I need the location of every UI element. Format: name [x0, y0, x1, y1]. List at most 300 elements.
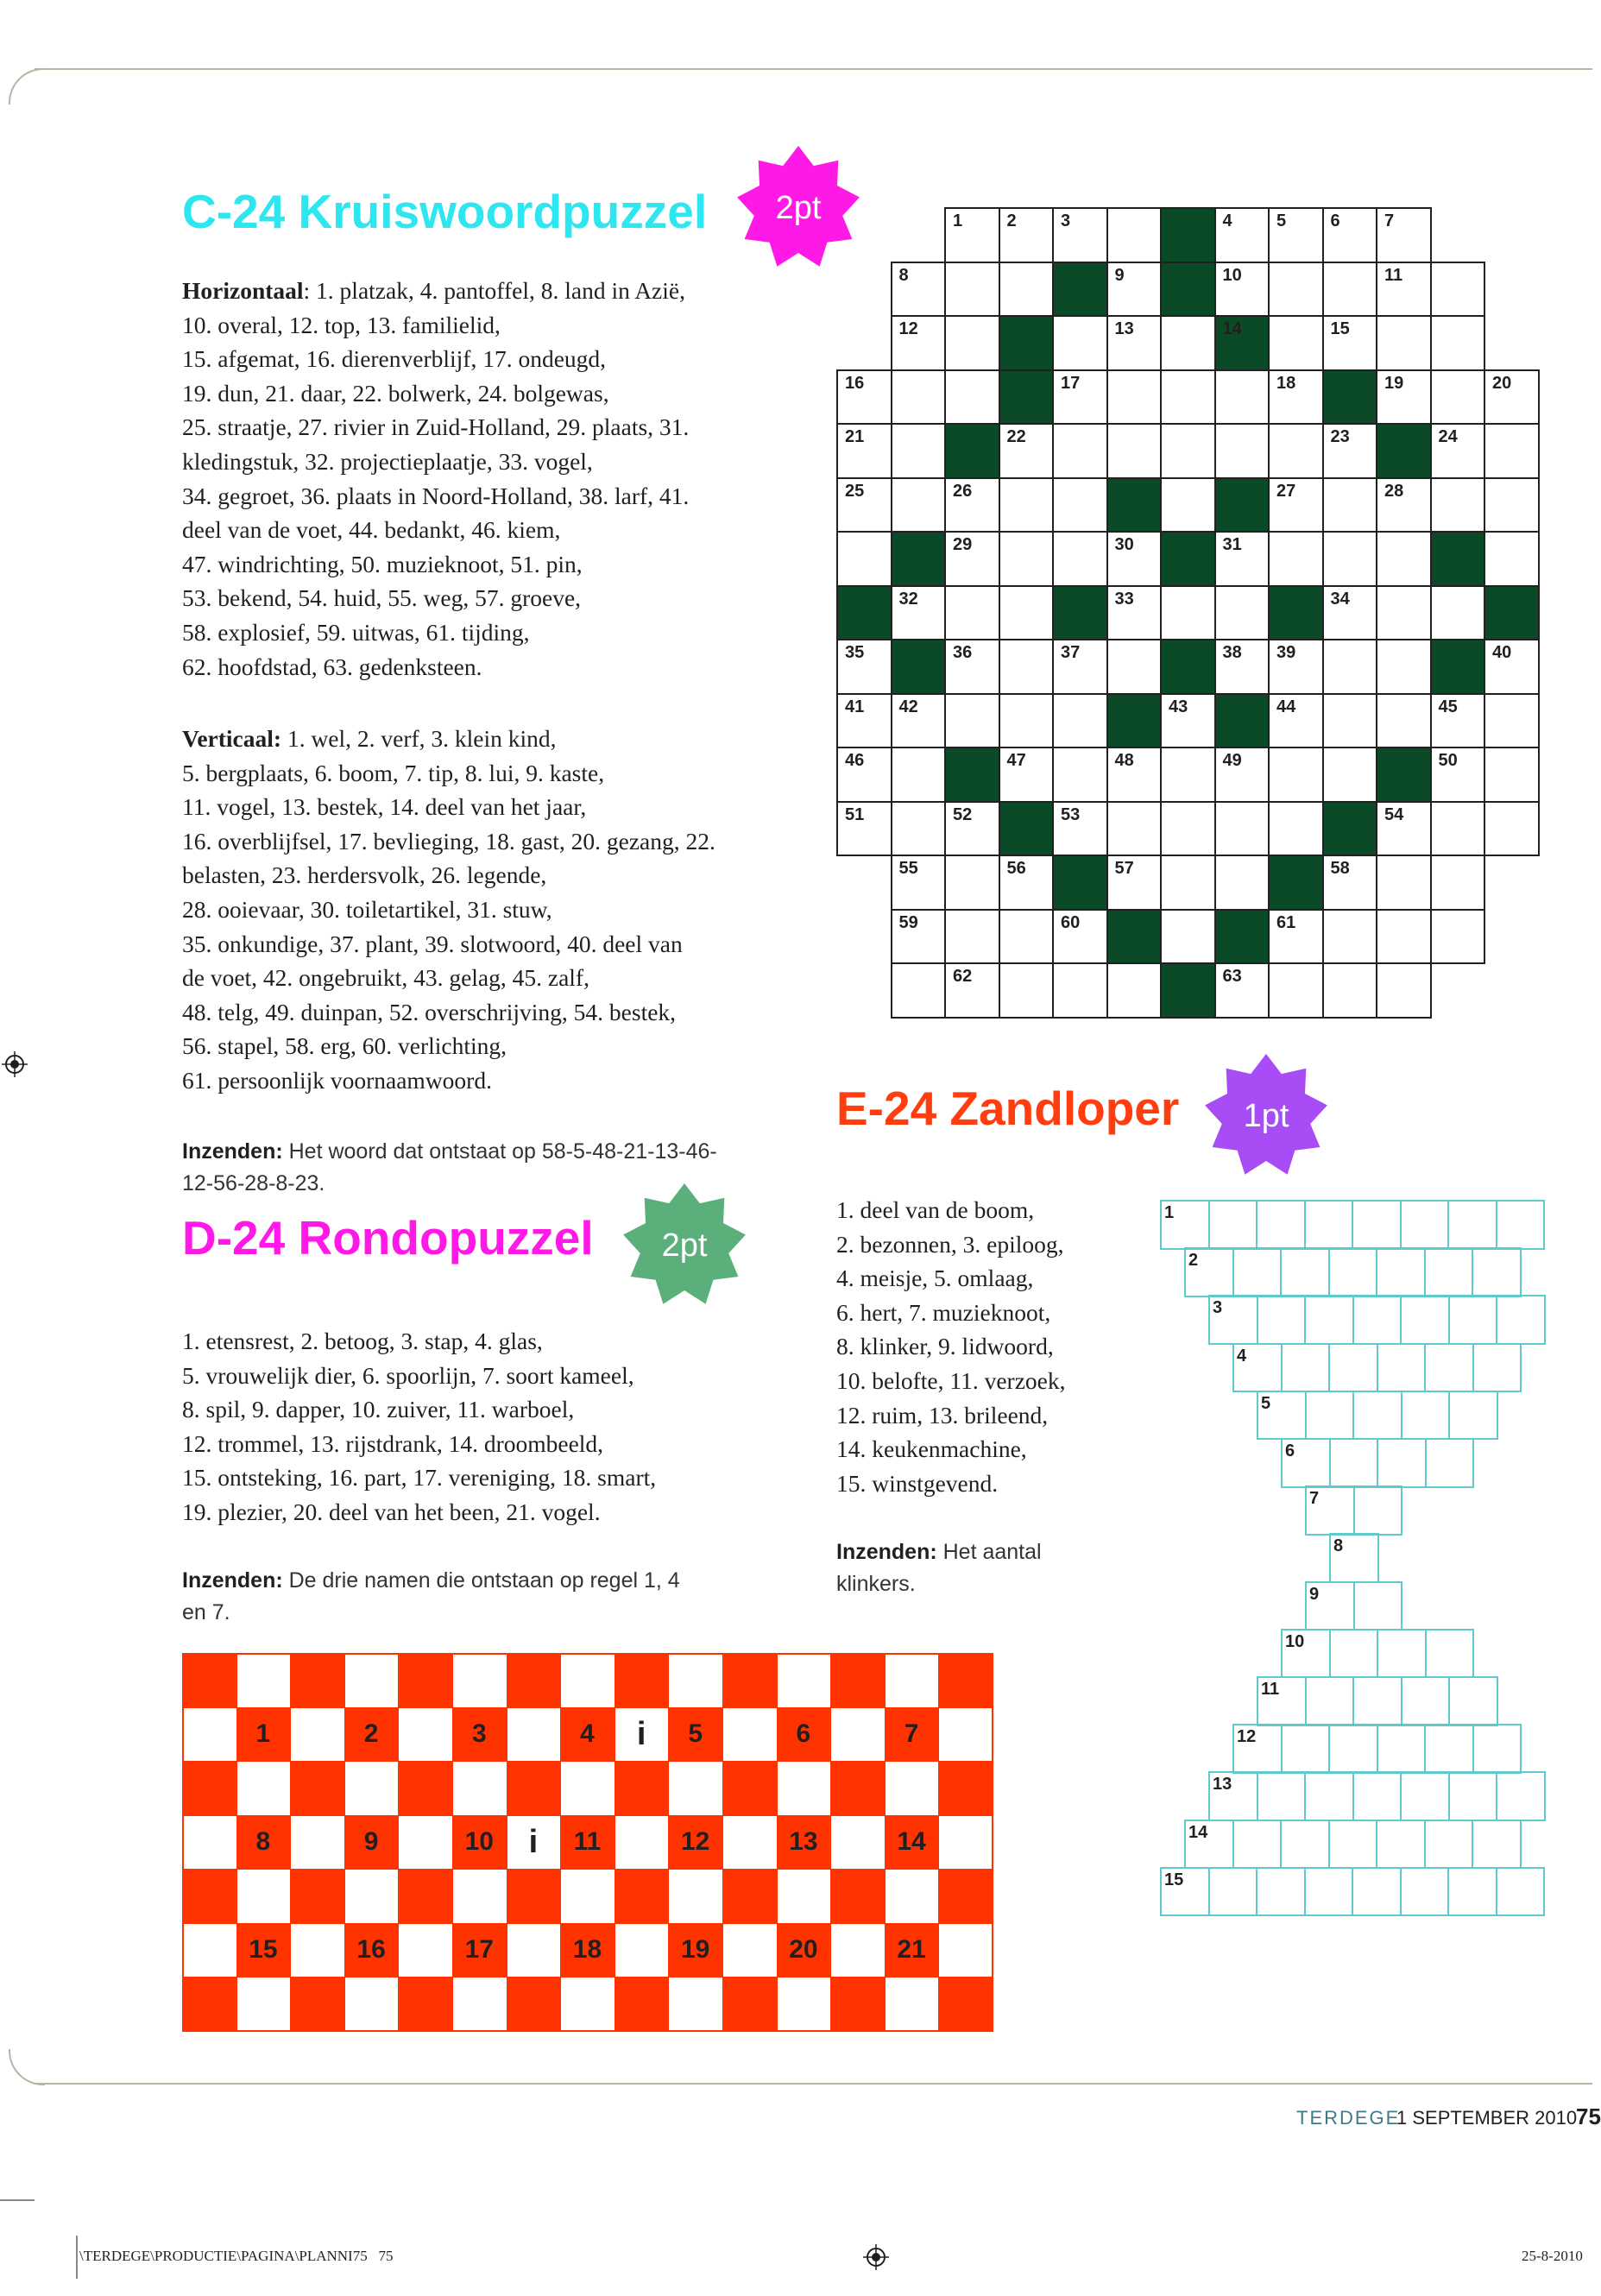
zandloper-cell[interactable]: [1352, 1391, 1402, 1441]
crossword-cell[interactable]: [1214, 369, 1270, 426]
zandloper-cell[interactable]: [1232, 1820, 1283, 1870]
crossword-cell[interactable]: [1052, 962, 1108, 1019]
crossword-cell[interactable]: [1268, 801, 1324, 857]
zandloper-cell[interactable]: [1401, 1676, 1451, 1726]
zandloper-cell[interactable]: [1329, 1438, 1379, 1488]
crossword-cell[interactable]: [1106, 639, 1163, 695]
crossword-cell[interactable]: [944, 531, 1000, 587]
crossword-cell[interactable]: [1268, 639, 1324, 695]
crossword-cell[interactable]: [1430, 369, 1486, 426]
crossword-cell-number: 25: [845, 481, 865, 501]
crossword-cell[interactable]: [999, 693, 1055, 749]
zandloper-cell[interactable]: [1472, 1343, 1522, 1393]
crossword-cell[interactable]: [999, 262, 1055, 318]
zandloper-cell[interactable]: [1400, 1771, 1450, 1821]
crossword-cell-number: 44: [1276, 697, 1296, 716]
crossword-cell[interactable]: [891, 262, 947, 318]
crossword-cell-number: 62: [953, 967, 973, 986]
crossword-cell[interactable]: [836, 693, 892, 749]
crossword-cell[interactable]: [1268, 962, 1324, 1019]
zandloper-title: E-24 Zandloper: [836, 1082, 1180, 1135]
zandloper-cell[interactable]: [1280, 1820, 1330, 1870]
crossword-block: [1052, 855, 1108, 911]
crossword-cell[interactable]: [1052, 369, 1108, 426]
crossword-cell[interactable]: [1322, 477, 1378, 533]
crossword-cell[interactable]: [891, 801, 947, 857]
crossword-cell[interactable]: [1484, 369, 1540, 426]
crossword-cell[interactable]: [1214, 639, 1270, 695]
crossword-cell[interactable]: [1322, 693, 1378, 749]
crossword-cell[interactable]: [1106, 585, 1163, 641]
zandloper-cell[interactable]: [1328, 1820, 1378, 1870]
crossword-cell-number: 39: [1276, 643, 1296, 662]
crossword-cell[interactable]: [836, 639, 892, 695]
crossword-cell[interactable]: [1430, 909, 1486, 965]
crossword-cell[interactable]: [1430, 855, 1486, 911]
crossword-block: [999, 315, 1055, 371]
crossword-cell[interactable]: [944, 207, 1000, 263]
crossword-cell[interactable]: [1106, 369, 1163, 426]
crossword-cell[interactable]: [1052, 639, 1108, 695]
rondo-number: 5: [688, 1719, 703, 1748]
zandloper-cell[interactable]: [1425, 1629, 1475, 1679]
crossword-cell[interactable]: [1430, 262, 1486, 318]
crossword-cell[interactable]: [1160, 801, 1216, 857]
zandloper-cell[interactable]: [1400, 1867, 1450, 1917]
crossword-cell-number: 46: [845, 751, 865, 770]
crossword-cell[interactable]: [1484, 747, 1540, 803]
crossword-cell[interactable]: [1160, 909, 1216, 965]
crossword-cell[interactable]: [1160, 423, 1216, 479]
crossword-cell[interactable]: [891, 585, 947, 641]
crossword-cell[interactable]: [836, 747, 892, 803]
crossword-cell[interactable]: [1322, 909, 1378, 965]
crossword-cell[interactable]: [1106, 801, 1163, 857]
zandloper-row-number: 2: [1188, 1251, 1199, 1271]
zandloper-cell[interactable]: [1496, 1771, 1546, 1821]
crossword-cell-number: 54: [1384, 804, 1404, 824]
crossword-cell[interactable]: [1160, 585, 1216, 641]
crossword-cell[interactable]: [1214, 585, 1270, 641]
zandloper-cell[interactable]: [1352, 1200, 1402, 1250]
crossword-cell[interactable]: [1214, 801, 1270, 857]
crossword-cell[interactable]: [944, 369, 1000, 426]
zandloper-cell[interactable]: [1281, 1724, 1331, 1774]
crossword-cell[interactable]: [1322, 423, 1378, 479]
crossword-cell[interactable]: [1268, 693, 1324, 749]
crossword-cell[interactable]: [1376, 639, 1432, 695]
crossword-cell[interactable]: [944, 315, 1000, 371]
crossword-cell[interactable]: [999, 909, 1055, 965]
zandloper-row-number: 12: [1237, 1727, 1257, 1747]
crossword-cell[interactable]: [1106, 747, 1163, 803]
zandloper-row-number: 7: [1309, 1489, 1320, 1509]
zandloper-cell[interactable]: [1353, 1581, 1403, 1631]
crossword-cell[interactable]: [1052, 693, 1108, 749]
crossword-block: [1430, 531, 1486, 587]
crossword-cell-number: 23: [1330, 427, 1350, 446]
crossword-cell[interactable]: [1376, 369, 1432, 426]
crossword-cell[interactable]: [1376, 962, 1432, 1019]
crossword-cell[interactable]: [999, 962, 1055, 1019]
crossword-cell[interactable]: [891, 315, 947, 371]
crossword-cell[interactable]: [1052, 531, 1108, 587]
crossword-cell-number: 28: [1384, 481, 1404, 501]
crossword-cell[interactable]: [944, 585, 1000, 641]
crossword-cell-number: 53: [1061, 804, 1081, 824]
zandloper-cell[interactable]: [1472, 1820, 1522, 1870]
crossword-cell[interactable]: [1160, 315, 1216, 371]
crossword-cell[interactable]: [1430, 585, 1486, 641]
crossword-cell[interactable]: [836, 423, 892, 479]
crossword-cell[interactable]: [1376, 801, 1432, 857]
crossword-cell[interactable]: [836, 801, 892, 857]
crossword-cell[interactable]: [1322, 855, 1378, 911]
crossword-cell[interactable]: [944, 262, 1000, 318]
crossword-cell-number: 33: [1114, 589, 1134, 609]
rondo-grid: [182, 1653, 993, 2033]
zandloper-cell[interactable]: [1305, 1676, 1355, 1726]
zandloper-cell[interactable]: [1377, 1343, 1427, 1393]
zandloper-cell[interactable]: [1352, 1867, 1402, 1917]
zandloper-cell[interactable]: [1496, 1867, 1546, 1917]
crossword-cell[interactable]: [999, 423, 1055, 479]
crossword-cell[interactable]: [1484, 801, 1540, 857]
rondo-number: 8: [255, 1826, 271, 1856]
crossword-cell-number: 27: [1276, 481, 1296, 501]
crossword-block: [1268, 585, 1324, 641]
zandloper-cell[interactable]: [1400, 1295, 1450, 1345]
crossword-cell[interactable]: [836, 477, 892, 533]
crossword-cell[interactable]: [1484, 477, 1540, 533]
crossword-cell[interactable]: [1430, 693, 1486, 749]
crossword-cell-number: 41: [845, 697, 865, 716]
crossword-cell-number: 58: [1330, 859, 1350, 878]
rondo-clues: 1. etensrest, 2. betoog, 3. stap, 4. glas, 5. vrouwelijk dier, 6. spoorlijn, 7. soort kameel, 8. spil, 9. dapper, 10. zuiver, 11. warboel, 12. trommel, 13. rijstdrank, 14. droombeeld, 15. ontsteking, 16. part, 17. vereniging, 18. smart, 19. plezier, 20. deel van het been, 21. vogel.: [182, 1328, 657, 1525]
crossword-cell[interactable]: [1376, 207, 1432, 263]
zandloper-cell[interactable]: [1256, 1200, 1306, 1250]
zandloper-cell[interactable]: [1352, 1676, 1402, 1726]
zandloper-row-number: 8: [1333, 1536, 1344, 1556]
crossword-cell[interactable]: [1376, 315, 1432, 371]
crossword-points: 2pt: [775, 189, 822, 226]
crossword-cell-number: 9: [1114, 265, 1125, 285]
rondo-number: 2: [363, 1719, 379, 1748]
crossword-cell-number: 59: [898, 912, 918, 932]
crossword-cell-number: 24: [1438, 427, 1458, 446]
crossword-cell[interactable]: [1376, 585, 1432, 641]
zandloper-row-number: 11: [1261, 1680, 1280, 1699]
zandloper-cell[interactable]: [1447, 1200, 1497, 1250]
crossword-cell-number: 42: [898, 697, 918, 716]
crossword-cell[interactable]: [1268, 315, 1324, 371]
crossword-block: [1160, 639, 1216, 695]
crossword-cell[interactable]: [944, 801, 1000, 857]
crossword-cell[interactable]: [944, 909, 1000, 965]
rondo-points: 2pt: [661, 1227, 708, 1264]
crossword-block: [999, 801, 1055, 857]
crossword-cell[interactable]: [1430, 477, 1486, 533]
crossword-cell[interactable]: [1106, 262, 1163, 318]
rondo-number: 3: [471, 1719, 487, 1748]
crossword-cell[interactable]: [1322, 585, 1378, 641]
crossword-cell[interactable]: [1430, 801, 1486, 857]
zandloper-cell[interactable]: [1329, 1629, 1379, 1679]
crossword-cell[interactable]: [1376, 477, 1432, 533]
crossword-cell-number: 16: [845, 373, 865, 393]
zandloper-cell[interactable]: [1304, 1867, 1354, 1917]
zandloper-cell[interactable]: [1401, 1391, 1451, 1441]
crossword-cell[interactable]: [1376, 909, 1432, 965]
crossword-cell-number: 10: [1222, 265, 1242, 285]
crossword-cell-number: 8: [898, 265, 909, 285]
crossword-cell[interactable]: [1106, 423, 1163, 479]
crossword-cell[interactable]: [1322, 262, 1378, 318]
crossword-grid: [836, 207, 1538, 1019]
crossword-cell[interactable]: [1430, 423, 1486, 479]
crossword-cell[interactable]: [1214, 423, 1270, 479]
crossword-cell[interactable]: [1160, 369, 1216, 426]
zandloper-cell[interactable]: [1424, 1724, 1474, 1774]
crossword-cell[interactable]: [1268, 369, 1324, 426]
crossword-cell-number: 40: [1492, 643, 1512, 662]
crossword-cell[interactable]: [999, 531, 1055, 587]
rondo-number: 4: [580, 1719, 595, 1748]
zandloper-row-number: 5: [1261, 1393, 1271, 1413]
crossword-cell[interactable]: [891, 747, 947, 803]
zandloper-row-number: 14: [1188, 1822, 1208, 1842]
crossword-block: [1160, 531, 1216, 587]
zandloper-cell[interactable]: [1281, 1343, 1331, 1393]
zandloper-cell[interactable]: [1472, 1247, 1522, 1297]
bottom-rule: [35, 2083, 1592, 2085]
crossword-cell[interactable]: [999, 639, 1055, 695]
zandloper-cell[interactable]: [1448, 1771, 1498, 1821]
zandloper-cell[interactable]: [1208, 1867, 1258, 1917]
corner-curve-bottom: [9, 2049, 45, 2085]
zandloper-cell[interactable]: [1424, 1820, 1474, 1870]
crossword-cell[interactable]: [1160, 693, 1216, 749]
crossword-cell[interactable]: [891, 962, 947, 1019]
crossword-cell[interactable]: [1214, 962, 1270, 1019]
zandloper-cell[interactable]: [1304, 1200, 1354, 1250]
crossword-cell[interactable]: [1376, 855, 1432, 911]
crossword-cell-number: 12: [898, 319, 918, 338]
crossword-block: [1214, 315, 1270, 371]
crossword-cell-number: 63: [1222, 967, 1242, 986]
crossword-cell[interactable]: [1484, 693, 1540, 749]
zandloper-cell[interactable]: [1304, 1295, 1354, 1345]
zandloper-cell[interactable]: [1352, 1771, 1402, 1821]
crossword-cell[interactable]: [999, 207, 1055, 263]
zandloper-row-number: 9: [1309, 1584, 1320, 1604]
zandloper-cell[interactable]: [1447, 1867, 1497, 1917]
crossword-cell[interactable]: [999, 585, 1055, 641]
crossword-cell[interactable]: [1430, 315, 1486, 371]
crossword-cell-number: 51: [845, 804, 865, 824]
crossword-cell-number: 47: [1006, 751, 1026, 770]
crossword-cell[interactable]: [1214, 855, 1270, 911]
zandloper-cell[interactable]: [1305, 1391, 1355, 1441]
crossword-cell[interactable]: [1322, 747, 1378, 803]
crossword-cell[interactable]: [1484, 423, 1540, 479]
footer-date: 1 SEPTEMBER 2010: [1396, 2107, 1578, 2129]
crossword-cell[interactable]: [1052, 801, 1108, 857]
crossword-block: [944, 423, 1000, 479]
crossword-cell[interactable]: [944, 477, 1000, 533]
crossword-cell[interactable]: [999, 747, 1055, 803]
zandloper-cell[interactable]: [1472, 1724, 1522, 1774]
registration-mark-icon: [863, 2244, 889, 2270]
crossword-cell[interactable]: [1430, 747, 1486, 803]
crossword-block: [891, 531, 947, 587]
crossword-cell[interactable]: [1052, 747, 1108, 803]
crossword-cell[interactable]: [891, 477, 947, 533]
crossword-cell[interactable]: [1268, 477, 1324, 533]
crossword-cell[interactable]: [836, 531, 892, 587]
crossword-cell-number: 5: [1276, 211, 1287, 230]
crossword-cell[interactable]: [1214, 747, 1270, 803]
zandloper-cell[interactable]: [1232, 1247, 1283, 1297]
crossword-cell[interactable]: [1484, 531, 1540, 587]
zandloper-cell[interactable]: [1376, 1247, 1426, 1297]
crossword-cell[interactable]: [1052, 909, 1108, 965]
crossword-cell[interactable]: [1268, 262, 1324, 318]
crossword-cell[interactable]: [1106, 531, 1163, 587]
crossword-cell[interactable]: [1484, 639, 1540, 695]
crossword-cell[interactable]: [944, 855, 1000, 911]
zandloper-cell[interactable]: [1257, 1295, 1307, 1345]
crossword-cell[interactable]: [1106, 855, 1163, 911]
zandloper-cell[interactable]: [1328, 1343, 1378, 1393]
crossword-vertical-clues: Verticaal: 1. wel, 2. verf, 3. klein kind, 5. bergplaats, 6. boom, 7. tip, 8. lui, 9. kaste, 11. vogel, 13. bestek, 14. deel van het jaar, 16. overblijfsel, 17. bevlieging, 18. gast, 20. gezang, 22. belasten, 23. herdersvolk, 26. legende, 28. ooievaar, 30. toiletartikel, 31. stuw, 35. onkundige, 37. plant, 39. slotwoord, 40. deel van de voet, 42. ongebruikt, 43. gelag, 45. zalf, 48. telg, 49. duinpan, 52. overschrijving, 54. bestek, 56. stapel, 58. erg, 60. verlichting, 61. persoonlijk voornaamwoord.: [182, 725, 715, 1094]
zandloper-row-number: 1: [1164, 1203, 1175, 1222]
zandloper-cell[interactable]: [1328, 1724, 1378, 1774]
zandloper-cell[interactable]: [1496, 1295, 1546, 1345]
zandloper-cell[interactable]: [1353, 1485, 1403, 1536]
crossword-block: [836, 585, 892, 641]
zandloper-cell[interactable]: [1256, 1867, 1306, 1917]
crossword-cell[interactable]: [891, 693, 947, 749]
zandloper-cell[interactable]: [1376, 1820, 1426, 1870]
crossword-cell-number: 20: [1492, 373, 1512, 393]
crossword-cell[interactable]: [1106, 315, 1163, 371]
zandloper-cell[interactable]: [1352, 1295, 1402, 1345]
crossword-block: [944, 747, 1000, 803]
crossword-cell[interactable]: [1160, 747, 1216, 803]
crossword-cell[interactable]: [1214, 262, 1270, 318]
crossword-cell[interactable]: [1322, 639, 1378, 695]
rondo-number: 13: [789, 1826, 818, 1856]
zandloper-cell[interactable]: [1496, 1200, 1546, 1250]
crossword-cell[interactable]: [999, 477, 1055, 533]
zandloper-cell[interactable]: [1424, 1343, 1474, 1393]
crossword-cell[interactable]: [1376, 693, 1432, 749]
zandloper-cell[interactable]: [1328, 1247, 1378, 1297]
crossword-cell[interactable]: [1376, 262, 1432, 318]
crossword-cell[interactable]: [944, 639, 1000, 695]
zandloper-cell[interactable]: [1280, 1247, 1330, 1297]
rondo-number: 14: [897, 1826, 926, 1856]
zandloper-cell[interactable]: [1377, 1724, 1427, 1774]
crossword-cell[interactable]: [891, 369, 947, 426]
crossword-cell-number: 15: [1330, 319, 1350, 338]
rondo-number: 12: [681, 1826, 710, 1856]
crossword-cell-number: 17: [1061, 373, 1081, 393]
crossword-cell[interactable]: [944, 962, 1000, 1019]
zandloper-grid: [1148, 1200, 1554, 1925]
crossword-cell[interactable]: [1052, 207, 1108, 263]
rondo-number: 10: [464, 1826, 494, 1856]
crossword-cell[interactable]: [1376, 531, 1432, 587]
crossword-cell-number: 56: [1006, 859, 1026, 878]
zandloper-cell[interactable]: [1377, 1629, 1427, 1679]
crossword-cell[interactable]: [1268, 423, 1324, 479]
crossword-cell[interactable]: [1268, 909, 1324, 965]
crossword-cell[interactable]: [1268, 747, 1324, 803]
crossword-cell[interactable]: [1160, 477, 1216, 533]
crossword-cell[interactable]: [836, 369, 892, 426]
crossword-cell[interactable]: [891, 423, 947, 479]
crossword-cell-number: 30: [1114, 535, 1134, 554]
crossword-cell[interactable]: [1106, 207, 1163, 263]
crossword-cell[interactable]: [1268, 531, 1324, 587]
crossword-cell[interactable]: [891, 909, 947, 965]
rondo-number: 1: [255, 1719, 271, 1748]
crossword-cell[interactable]: [1106, 962, 1163, 1019]
zandloper-cell[interactable]: [1448, 1391, 1498, 1441]
crossword-block: [999, 369, 1055, 426]
rondo-number: 20: [789, 1934, 818, 1964]
crossword-block: [1214, 477, 1270, 533]
zandloper-cell[interactable]: [1304, 1771, 1354, 1821]
crossword-cell[interactable]: [1052, 315, 1108, 371]
crossword-cell[interactable]: [1052, 423, 1108, 479]
rondo-number: 18: [572, 1934, 602, 1964]
crossword-cell[interactable]: [891, 855, 947, 911]
crossword-cell[interactable]: [1268, 207, 1324, 263]
rondo-number: 7: [904, 1719, 919, 1748]
crossword-cell[interactable]: [1322, 962, 1378, 1019]
crossword-cell[interactable]: [999, 855, 1055, 911]
zandloper-cell[interactable]: [1425, 1438, 1475, 1488]
zandloper-cell[interactable]: [1424, 1247, 1474, 1297]
zandloper-cell[interactable]: [1448, 1295, 1498, 1345]
zandloper-row-number: 6: [1285, 1441, 1295, 1460]
zandloper-cell[interactable]: [1257, 1771, 1307, 1821]
crossword-cell[interactable]: [1160, 855, 1216, 911]
crossword-horizontal-clues: Horizontaal: 1. platzak, 4. pantoffel, 8. land in Azië, 10. overal, 12. top, 13. familielid, 15. afgemat, 16. dierenverblijf, 17. ondeugd, 19. dun, 21. daar, 22. bolwerk, 24. bolgewas, 25. straatje, 27. rivier in Zuid-Holland, 29. plaats, 31. kledingstuk, 32. projectieplaatje, 33. vogel, 34. gegroet, 36. plaats in Noord-Holland, 38. larf, 41. deel van de voet, 44. bedankt, 46. kiem, 47. windrichting, 50. muzieknoot, 51. pin, 53. bekend, 54. huid, 55. weg, 57. groeve, 58. explosief, 59. uitwas, 61. tijding, 62. hoofdstad, 63. gedenksteen.: [182, 277, 690, 680]
crossword-cell[interactable]: [1322, 207, 1378, 263]
crossword-cell[interactable]: [1214, 531, 1270, 587]
zandloper-cell[interactable]: [1208, 1200, 1258, 1250]
crossword-block: [1214, 909, 1270, 965]
crossword-cell[interactable]: [1322, 531, 1378, 587]
zandloper-row-number: 3: [1213, 1298, 1223, 1318]
zandloper-cell[interactable]: [1377, 1438, 1427, 1488]
crossword-cell-number: 36: [953, 643, 973, 662]
crossword-cell[interactable]: [944, 693, 1000, 749]
crossword-cell[interactable]: [1214, 207, 1270, 263]
crossword-cell[interactable]: [1322, 315, 1378, 371]
crossword-cell[interactable]: [1052, 477, 1108, 533]
zandloper-row-number: 15: [1164, 1870, 1184, 1889]
crossword-cell-number: 52: [953, 804, 973, 824]
crossword-block: [1106, 477, 1163, 533]
crossword-block: [1160, 262, 1216, 318]
zandloper-cell[interactable]: [1448, 1676, 1498, 1726]
zandloper-cell[interactable]: [1400, 1200, 1450, 1250]
